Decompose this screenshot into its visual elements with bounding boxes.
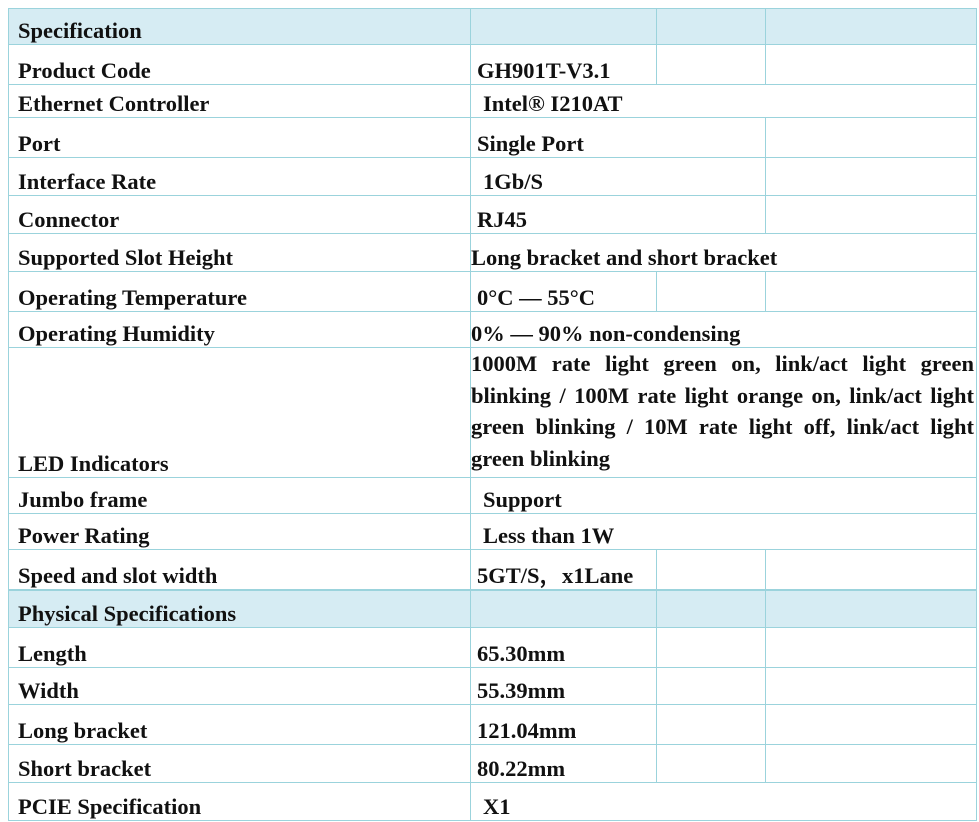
empty-cell — [766, 550, 977, 590]
row-label: Power Rating — [9, 514, 471, 550]
empty-cell — [766, 118, 977, 158]
table-row — [9, 514, 977, 550]
table-row — [9, 348, 977, 478]
empty-cell — [766, 745, 977, 783]
row-value: Long bracket and short bracket — [471, 234, 977, 272]
table-row — [9, 158, 977, 196]
row-label: LED Indicators — [9, 348, 471, 478]
row-label: Jumbo frame — [9, 478, 471, 514]
row-label: Interface Rate — [9, 158, 471, 196]
empty-cell — [657, 745, 766, 783]
table-row — [9, 668, 977, 705]
table-row — [9, 312, 977, 348]
header-empty-cell — [471, 9, 657, 45]
table-row — [9, 234, 977, 272]
row-value: 1000M rate light green on, link/act light green blinking / 100M rate light orange on, link/act light green blinking / 10M rate light off, link/act light green blinking — [471, 348, 977, 478]
row-value: 0°C — 55°C — [471, 272, 657, 312]
section-heading: Physical Specifications — [9, 590, 471, 628]
row-value: 5GT/S，x1Lane — [471, 550, 657, 590]
table-row — [9, 550, 977, 590]
row-label: Product Code — [9, 45, 471, 85]
section-header-row — [9, 9, 977, 45]
row-value: 55.39mm — [471, 668, 657, 705]
row-value: RJ45 — [471, 196, 766, 234]
table-row — [9, 85, 977, 118]
row-label: Long bracket — [9, 705, 471, 745]
row-value: Single Port — [471, 118, 766, 158]
empty-cell — [766, 272, 977, 312]
row-value: GH901T-V3.1 — [471, 45, 657, 85]
empty-cell — [657, 668, 766, 705]
row-value: Less than 1W — [471, 514, 977, 550]
row-value: 65.30mm — [471, 628, 657, 668]
table-row — [9, 45, 977, 85]
row-label: Ethernet Controller — [9, 85, 471, 118]
table-row — [9, 628, 977, 668]
table-row — [9, 478, 977, 514]
section-heading: Specification — [9, 9, 471, 45]
row-label: Length — [9, 628, 471, 668]
header-empty-cell — [766, 9, 977, 45]
empty-cell — [657, 628, 766, 668]
row-label: Operating Humidity — [9, 312, 471, 348]
empty-cell — [766, 668, 977, 705]
table-row — [9, 783, 977, 821]
empty-cell — [766, 628, 977, 668]
row-label: PCIE Specification — [9, 783, 471, 821]
table-row — [9, 705, 977, 745]
row-label: Width — [9, 668, 471, 705]
specification-table — [8, 8, 977, 821]
row-value: Intel® I210AT — [471, 85, 977, 118]
row-value: 121.04mm — [471, 705, 657, 745]
row-label: Speed and slot width — [9, 550, 471, 590]
empty-cell — [657, 45, 766, 85]
table-row — [9, 196, 977, 234]
header-empty-cell — [471, 590, 657, 628]
row-label: Short bracket — [9, 745, 471, 783]
empty-cell — [657, 705, 766, 745]
header-empty-cell — [657, 590, 766, 628]
row-value: 80.22mm — [471, 745, 657, 783]
header-empty-cell — [657, 9, 766, 45]
row-label: Supported Slot Height — [9, 234, 471, 272]
row-value: Support — [471, 478, 977, 514]
empty-cell — [766, 45, 977, 85]
row-value: X1 — [471, 783, 977, 821]
table-row — [9, 745, 977, 783]
row-label: Operating Temperature — [9, 272, 471, 312]
row-label: Connector — [9, 196, 471, 234]
header-empty-cell — [766, 590, 977, 628]
row-label: Port — [9, 118, 471, 158]
row-value: 1Gb/S — [471, 158, 766, 196]
empty-cell — [657, 272, 766, 312]
section-header-row — [9, 590, 977, 628]
empty-cell — [657, 550, 766, 590]
table-row — [9, 272, 977, 312]
table-row — [9, 118, 977, 158]
empty-cell — [766, 705, 977, 745]
empty-cell — [766, 158, 977, 196]
empty-cell — [766, 196, 977, 234]
row-value: 0% — 90% non-condensing — [471, 312, 977, 348]
